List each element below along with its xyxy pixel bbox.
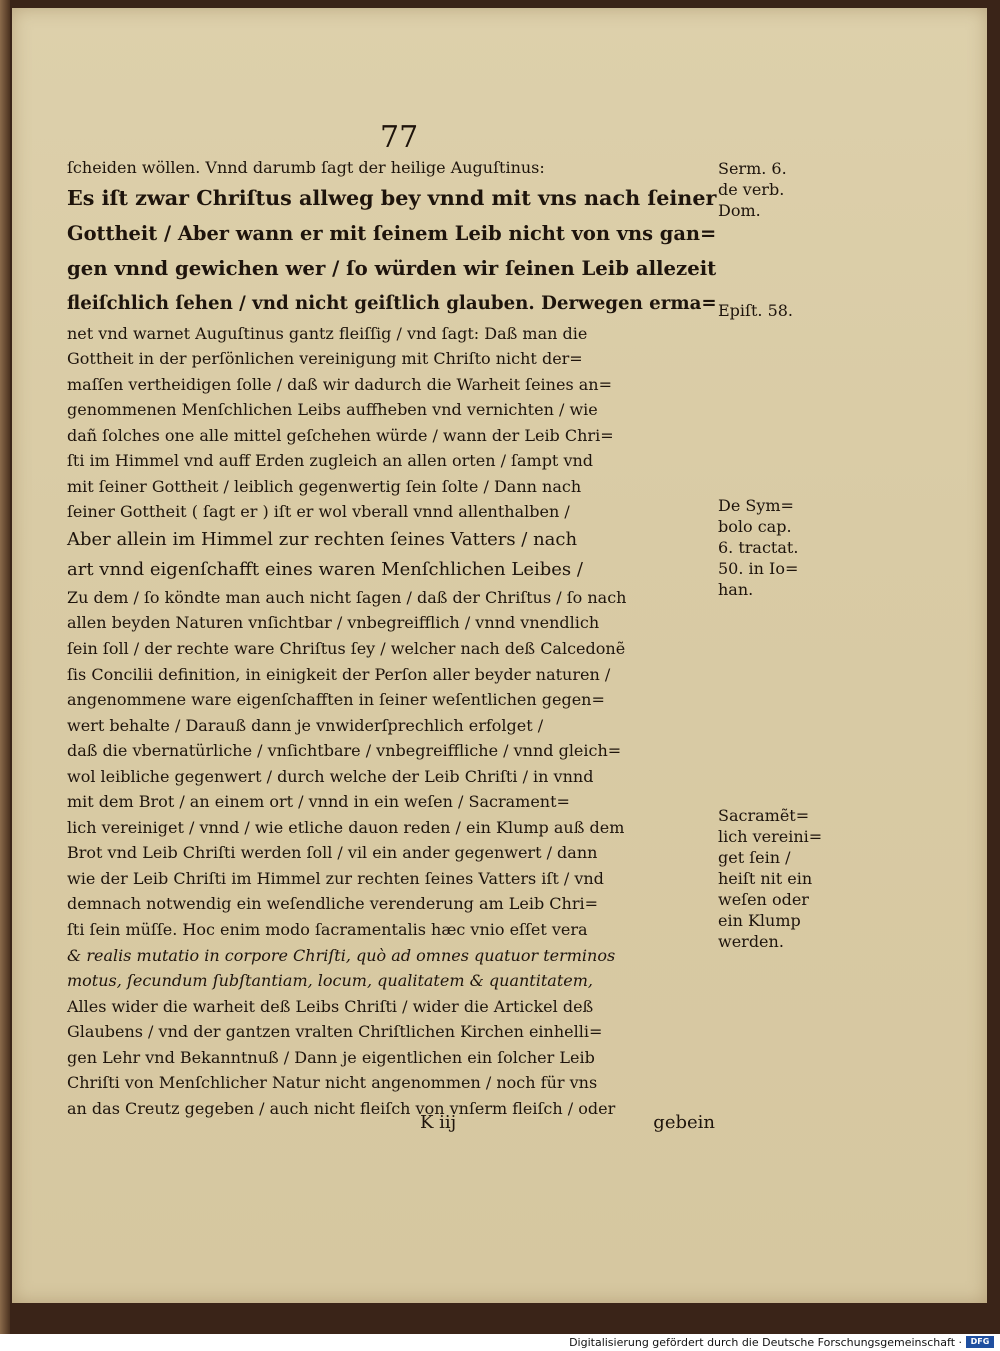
text-line: angenommene ware eigenſchafften in ſeiner weſentlichen gegen= [67, 690, 605, 710]
dfg-logo: DFG [966, 1336, 994, 1348]
text-line: ſein ſoll / der rechte ware Chriſtus ſey / welcher nach deß Calcedonẽ [67, 639, 626, 659]
text-line: Glaubens / vnd der gantzen vralten Chriſtlichen Kirchen einhelli= [67, 1022, 603, 1042]
text-line: Chriſti von Menſchlicher Natur nicht angenommen / noch für vns [67, 1073, 598, 1093]
margin-note-line: de verb. [718, 180, 785, 199]
text-line: net vnd warnet Auguſtinus gantz fleiſſig / vnd ſagt: Daß man die [67, 323, 588, 343]
text-line: Brot vnd Leib Chriſti werden ſoll / vil ein ander gegenwert / dann [67, 843, 598, 863]
margin-note-line: ein Klump [718, 911, 801, 930]
text-line: Es iſt zwar Chriſtus allweg bey vnnd mit vns nach ſeiner [67, 185, 717, 210]
margin-note-line: get ſein / [718, 848, 791, 867]
margin-note-line: han. [718, 580, 754, 599]
text-line: gen vnnd gewichen wer / ſo würden wir ſeinen Leib allezeit [67, 256, 717, 280]
text-line: Zu dem / ſo köndte man auch nicht ſagen / daß der Chriſtus / ſo nach [67, 587, 627, 607]
footer-credit: Digitalisierung gefördert durch die Deutsche Forschungsgemeinschaft · [569, 1336, 962, 1349]
margin-note-line: Dom. [718, 201, 761, 220]
text-line: ſti ſein müſſe. Hoc enim modo ſacramentalis hæc vnio eſſet vera [67, 920, 588, 940]
text-line: Alles wider die warheit deß Leibs Chriſti / wider die Artickel deß [67, 996, 594, 1016]
text-line: mit ſeiner Gottheit / leiblich gegenwertig ſein ſolte / Dann nach [67, 476, 582, 496]
margin-note-line: heiſt nit ein [718, 869, 813, 888]
text-line: an das Creutz gegeben / auch nicht fleiſch von vnſerm fleiſch / oder [67, 1098, 616, 1118]
margin-note-line: lich vereini= [718, 827, 823, 846]
text-line-latin: & realis mutatio in corpore Chriſti, quò ad omnes quatuor terminos [67, 945, 616, 965]
catchword: gebein [653, 1112, 715, 1133]
text-line: Gottheit / Aber wann er mit ſeinem Leib nicht von vns gan= [67, 221, 717, 245]
text-line: ſti im Himmel vnd auff Erden zugleich an allen orten / ſampt vnd [67, 451, 594, 471]
digitization-footer [0, 1334, 1000, 1351]
margin-note [718, 805, 823, 952]
text-line-latin: motus, ſecundum ſubſtantiam, locum, qualitatem & quantitatem, [67, 971, 593, 991]
text-line: wie der Leib Chriſti im Himmel zur rechten ſeines Vatters iſt / vnd [67, 868, 604, 888]
text-line: ſcheiden wöllen. Vnnd darumb ſagt der heilige Auguſtinus: [67, 158, 545, 177]
text-line: ſis Concilii definition, in einigkeit der Perſon aller beyder naturen / [67, 664, 611, 684]
margin-note-line: 50. in Io= [718, 559, 799, 578]
text-line: maſſen vertheidigen ſolle / daß wir dadurch die Warheit ſeines an= [67, 374, 612, 394]
margin-note [718, 300, 818, 321]
margin-note-line: Serm. 6. [718, 159, 787, 178]
signature-mark: K iij [420, 1112, 457, 1133]
text-line: mit dem Brot / an einem ort / vnnd in ein weſen / Sacrament= [67, 792, 570, 812]
text-line: Gottheit in der perſönlichen vereinigung mit Chriſto nicht der= [67, 349, 583, 369]
text-line: demnach notwendig ein weſendliche verenderung am Leib Chri= [67, 894, 599, 914]
text-line: allen beyden Naturen vnſichtbar / vnbegreifflich / vnnd vnendlich [67, 613, 600, 633]
book-binding-edge [0, 0, 10, 1334]
margin-note-line: De Sym= [718, 496, 794, 515]
text-line: ſeiner Gottheit ( ſagt er ) iſt er wol vberall vnnd allenthalben / [67, 502, 570, 522]
page-foot [420, 1112, 715, 1142]
margin-note-line: Epiſt. 58. [718, 301, 794, 320]
margin-note-line: werden. [718, 932, 784, 951]
text-line: dañ ſolches one alle mittel geſchehen würde / wann der Leib Chri= [67, 425, 614, 445]
text-line: gen Lehr vnd Bekanntnuß / Dann je eigentlichen ein ſolcher Leib [67, 1047, 595, 1067]
page-number: 77 [380, 120, 419, 155]
text-line: art vnnd eigenſchafft eines waren Menſchlichen Leibes / [67, 558, 583, 580]
text-line: fleiſchlich ſehen / vnd nicht geiſtlich glauben. Derwegen erma= [67, 292, 717, 314]
text-line: wol leibliche gegenwert / durch welche der Leib Chriſti / in vnnd [67, 766, 594, 786]
text-line: lich vereiniget / vnnd / wie etliche dauon reden / ein Klump auß dem [67, 817, 625, 837]
text-line: Aber allein im Himmel zur rechten ſeines Vatters / nach [67, 528, 578, 550]
text-line: genommenen Menſchlichen Leibs auffheben vnd vernichten / wie [67, 400, 598, 420]
margin-note-line: 6. tractat. [718, 538, 799, 557]
margin-note-line: bolo cap. [718, 517, 792, 536]
margin-note [718, 158, 818, 221]
text-line: daß die vbernatürliche / vnſichtbare / vnbegreiffliche / vnnd gleich= [67, 741, 622, 761]
margin-note [718, 495, 818, 600]
main-text-block [67, 155, 717, 1121]
margin-note-line: Sacramẽt= [718, 806, 810, 825]
text-line: wert behalte / Darauß dann je vnwiderſprechlich erfolget / [67, 715, 544, 735]
margin-note-line: weſen oder [718, 890, 809, 909]
